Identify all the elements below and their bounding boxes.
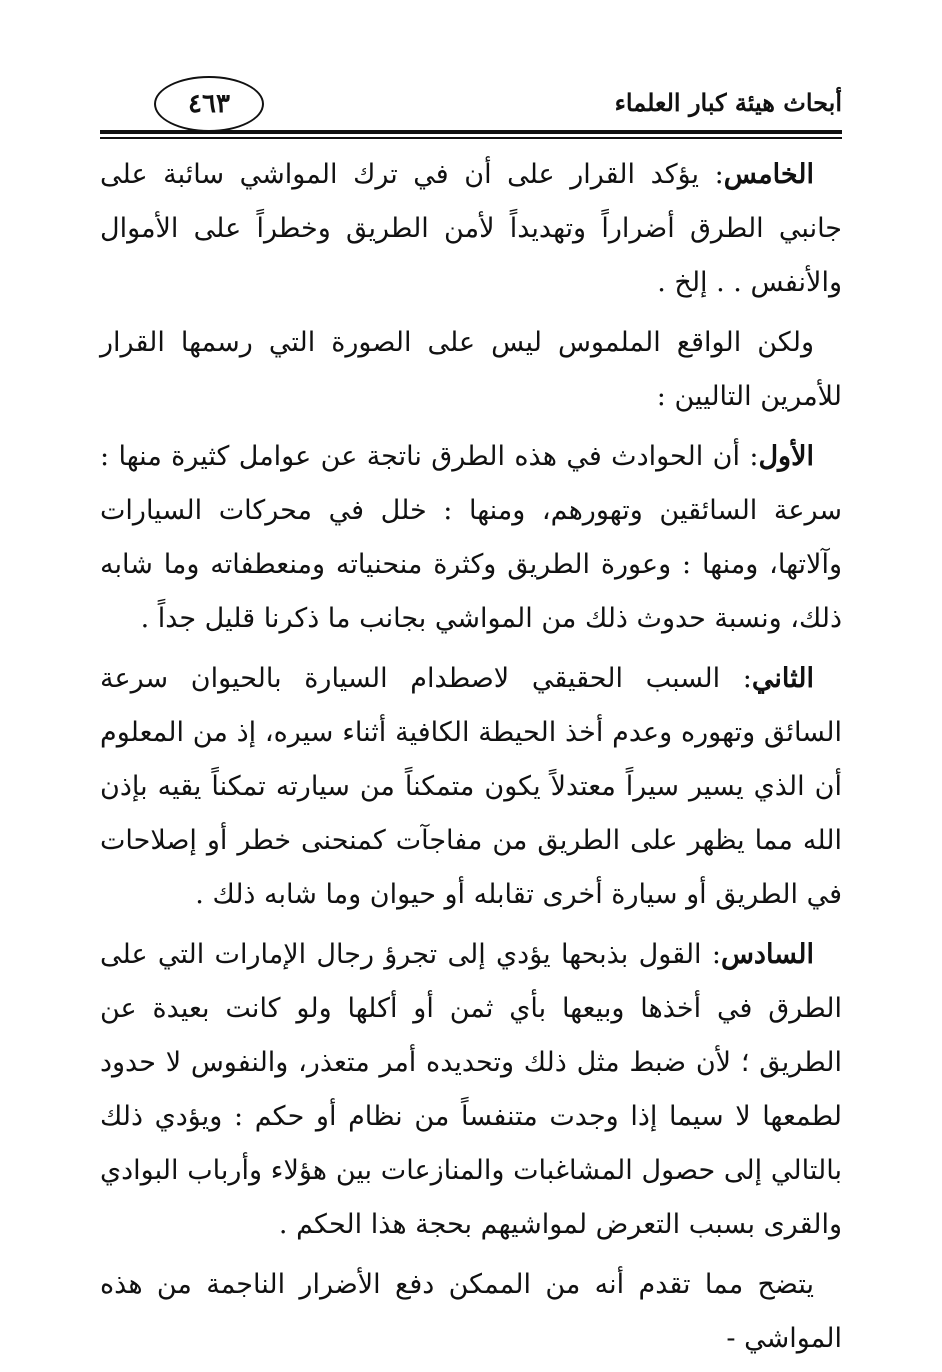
- paragraph-conclusion: [100, 1258, 842, 1366]
- paragraph-lead: الخامس: [723, 159, 814, 190]
- page-number: ٤٦٣: [188, 89, 230, 119]
- paragraph-lead: السادس: [720, 939, 814, 970]
- paragraph-text: : القول بذبحها يؤدي إلى تجرؤ رجال الإمارات التي على الطرق في أخذها وبيعها بأي ثمن أو أكلها ولو كانت بعيدة عن الطريق ؛ لأن ضبط مثل ذلك وتحديده أمر متعذر، والنفوس لا حدود لطمعها لا سيما إذا وجدت متنفساً من نظام أو حكم : ويؤدي ذلك بالتالي إلى حصول المشاغبات والمنازعات بين هؤلاء وأرباب البوادي والقرى بسبب التعرض لمواشيهم بحجة هذا الحكم .: [100, 939, 843, 1240]
- paragraph-lead: الثاني: [751, 663, 814, 694]
- paragraph-text: يتضح مما تقدم أنه من الممكن دفع الأضرار الناجمة من هذه المواشي -: [100, 1269, 842, 1354]
- paragraph-reality: [100, 316, 842, 424]
- header-rule-thin: [100, 137, 842, 139]
- page-number-oval: [154, 76, 264, 132]
- running-title: أبحاث هيئة كبار العلماء: [614, 88, 842, 117]
- paragraph-sixth: [100, 928, 842, 1252]
- paragraph-text: : يؤكد القرار على أن في ترك المواشي سائبة على جانبي الطرق أضراراً وتهديداً لأمن الطريق وخطراً على الأموال والأنفس . . إلخ .: [100, 159, 842, 298]
- paragraph-text: : أن الحوادث في هذه الطرق ناتجة عن عوامل كثيرة منها : سرعة السائقين وتهورهم، ومنها : خلل في محركات السيارات وآلاتها، ومنها : وعورة الطريق وكثرة منحنياته ومنعطفاته وما شابه ذلك، ونسبة حدوث ذلك من المواشي بجانب ما ذكرنا قليل جداً .: [100, 441, 842, 634]
- paragraph-text: ولكن الواقع الملموس ليس على الصورة التي رسمها القرار للأمرين التاليين :: [100, 327, 842, 412]
- paragraph-fifth: [100, 148, 842, 310]
- body-text: [100, 148, 842, 1372]
- paragraph-second: [100, 652, 842, 922]
- page-header: [100, 70, 842, 150]
- paragraph-lead: الأول: [758, 441, 814, 472]
- paragraph-first: [100, 430, 842, 646]
- paragraph-text: : السبب الحقيقي لاصطدام السيارة بالحيوان سرعة السائق وتهوره وعدم أخذ الحيطة الكافية أثناء سيره، إذ من المعلوم أن الذي يسير سيراً معتدلاً يكون متمكناً من سيارته تمكناً يقيه بإذن الله مما يظهر على الطريق من مفاجآت كمنحنى خطر أو إصلاحات في الطريق أو سيارة أخرى تقابله أو حيوان وما شابه ذلك .: [100, 663, 842, 910]
